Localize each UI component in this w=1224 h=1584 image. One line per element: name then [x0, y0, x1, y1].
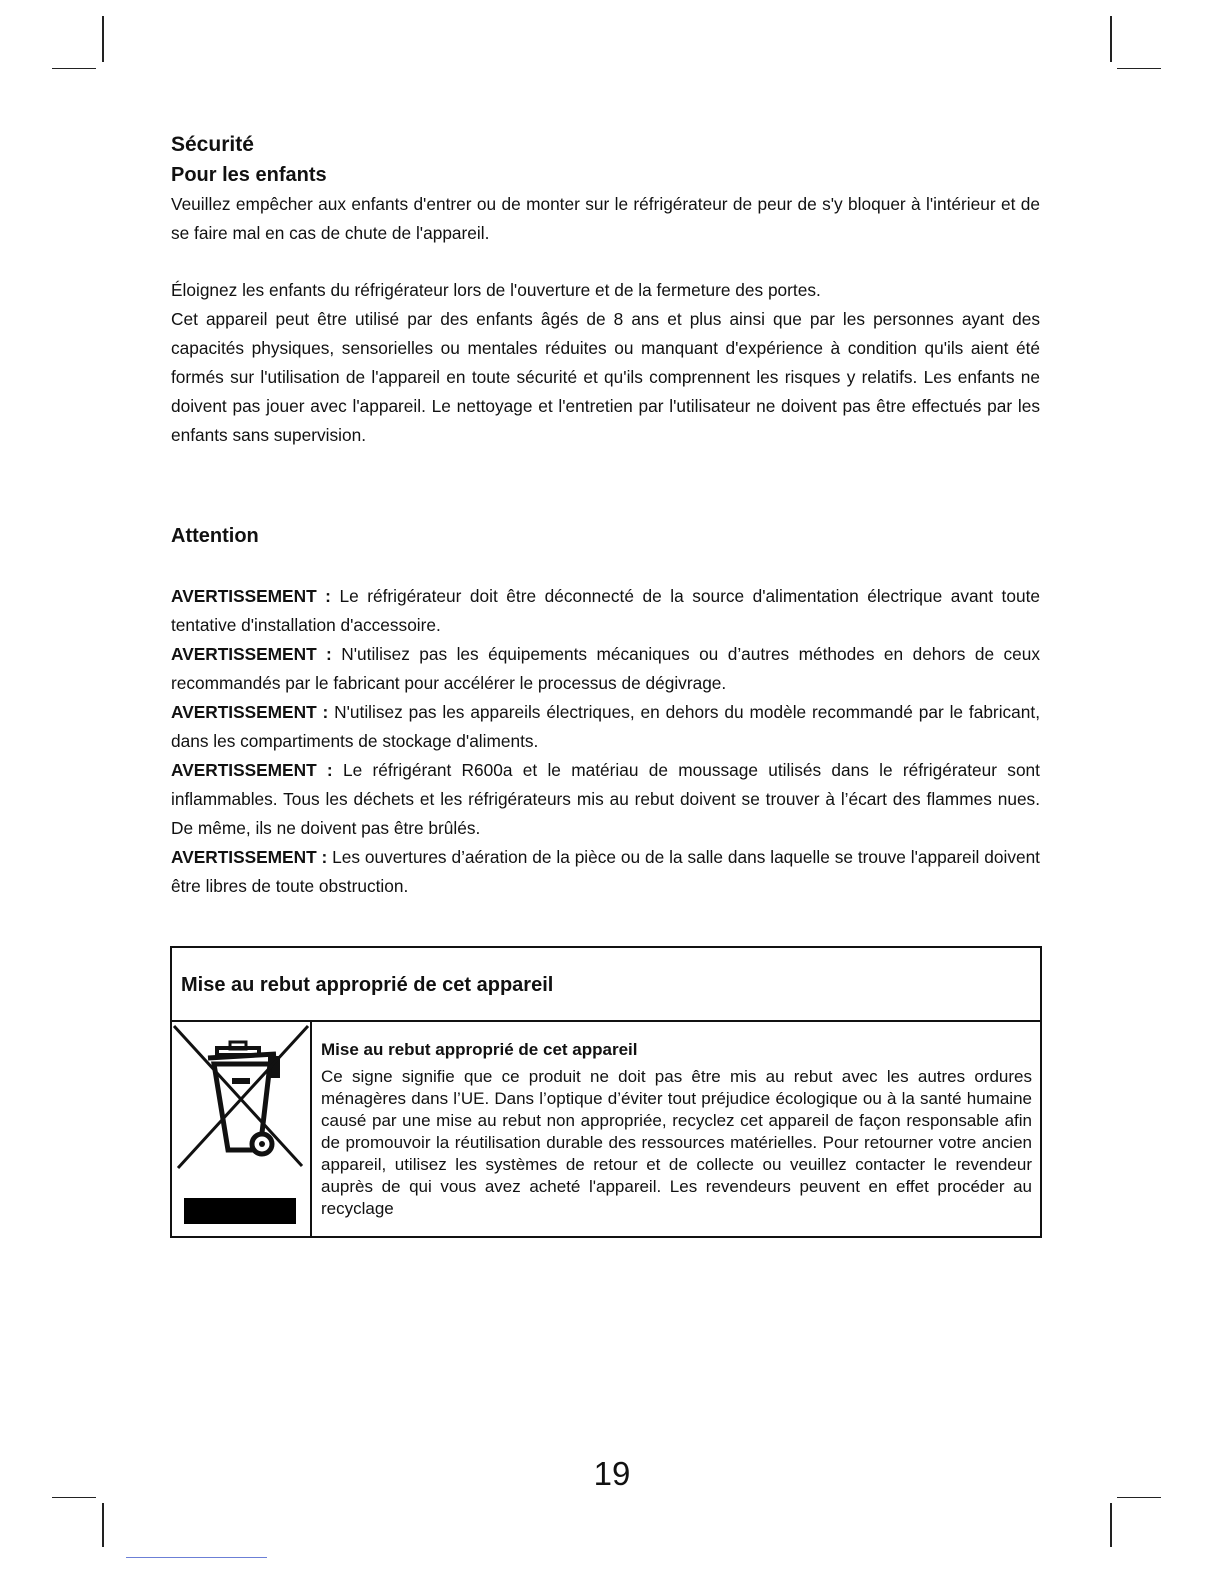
warning-text: N'utilisez pas les équipements mécaniques ou d’autres méthodes en dehors de ceux recommandés par le fabricant pour accélérer le processus de dégivrage. [171, 644, 1040, 693]
crop-mark [1110, 16, 1112, 62]
warning-item [171, 698, 1040, 756]
warning-text: Le réfrigérant R600a et le matériau de moussage utilisés dans le réfrigérateur sont inflammables. Tous les déchets et les réfrigérateurs mis au rebut doivent se trouver à l’écart des flammes nues. De même, ils ne doivent pas être brûlés. [171, 760, 1040, 838]
warning-label: AVERTISSEMENT : [171, 586, 331, 606]
children-paragraph: Éloignez les enfants du réfrigérateur lors de l'ouverture et de la fermeture des portes. [171, 280, 821, 300]
children-heading: Pour les enfants [171, 164, 327, 186]
footer-line [126, 1557, 267, 1558]
warning-label: AVERTISSEMENT : [171, 847, 328, 867]
crop-mark [52, 68, 96, 69]
crop-mark [52, 1497, 96, 1498]
disposal-box [170, 946, 1042, 1238]
children-paragraph: Veuillez empêcher aux enfants d'entrer ou de monter sur le réfrigérateur de peur de s'y bloquer à l'intérieur et de se faire mal en cas de chute de l'appareil. [171, 194, 1040, 243]
page-content [171, 130, 1040, 901]
warning-item [171, 756, 1040, 843]
disposal-header: Mise au rebut approprié de cet appareil [172, 948, 1040, 1022]
warning-text: N'utilisez pas les appareils électriques, en dehors du modèle recommandé par le fabricant, dans les compartiments de stockage d'aliments. [171, 702, 1040, 751]
warning-item [171, 582, 1040, 640]
crop-mark [102, 16, 104, 62]
warning-label: AVERTISSEMENT : [171, 760, 333, 780]
section-title: Sécurité [171, 133, 254, 156]
crop-mark [1117, 1497, 1161, 1498]
warning-label: AVERTISSEMENT : [171, 702, 329, 722]
disposal-text: Ce signe signifie que ce produit ne doit pas être mis au rebut avec les autres ordures ménagères dans l’UE. Dans l’optique d’éviter tout préjudice écologique ou à la santé humaine causé par une mise au rebut non appropriée, recyclez cet appareil de façon responsable afin de promouvoir la réutilisation durable des ressources matérielles. Pour retourner votre ancien appareil, utilisez les systèmes de retour et de collecte ou veuillez contacter le revendeur auprès de qui vous avez acheté l'appareil. Les revendeurs peuvent en effet procéder au recyclage [321, 1067, 1032, 1218]
warning-list [171, 582, 1040, 901]
crossed-out-wheelie-bin-icon [172, 1022, 312, 1236]
children-paragraph: Cet appareil peut être utilisé par des enfants âgés de 8 ans et plus ainsi que par les personnes ayant des capacités physiques, sensorielles ou mentales réduites ou manquant d'expérience à condition qu'ils aient été formés sur l'utilisation de l'appareil en toute sécurité et qu'ils comprennent les risques y relatifs. Les enfants ne doivent pas jouer avec l'appareil. Le nettoyage et l'entretien par l'utilisateur ne doivent pas être effectués par les enfants sans supervision. [171, 309, 1040, 445]
attention-heading: Attention [171, 525, 259, 547]
warning-text: Le réfrigérateur doit être déconnecté de la source d'alimentation électrique avant toute tentative d'installation d'accessoire. [171, 586, 1040, 635]
crop-mark [1110, 1503, 1112, 1547]
disposal-body [172, 1022, 1040, 1236]
crop-mark [1117, 68, 1161, 69]
warning-label: AVERTISSEMENT : [171, 644, 332, 664]
warning-item [171, 640, 1040, 698]
disposal-text-cell [312, 1022, 1040, 1236]
warning-text: Les ouvertures d’aération de la pièce ou de la salle dans laquelle se trouve l'appareil doivent être libres de toute obstruction. [171, 847, 1040, 896]
crop-mark [102, 1503, 104, 1547]
warning-item [171, 843, 1040, 901]
page-number: 19 [593, 1455, 631, 1492]
disposal-title: Mise au rebut approprié de cet appareil [321, 1040, 638, 1059]
